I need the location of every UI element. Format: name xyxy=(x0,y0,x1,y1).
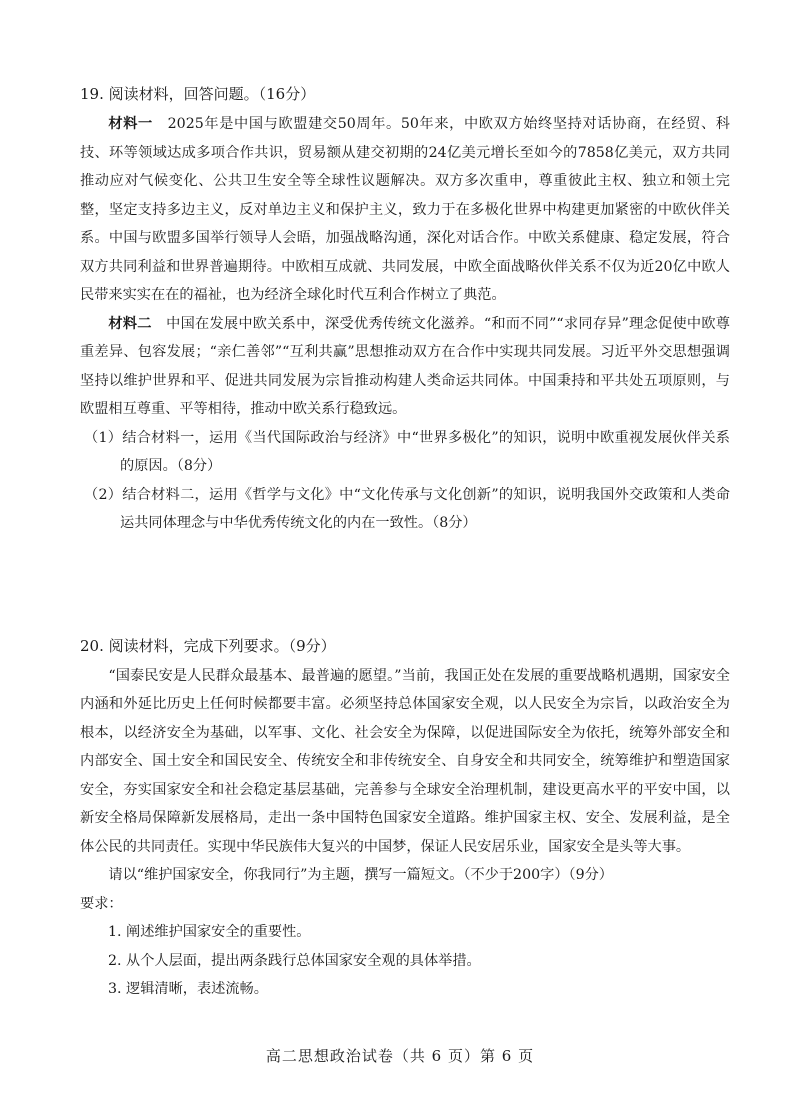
material-one-label: 材料一 xyxy=(108,116,153,132)
question-19-heading: 19. 阅读材料，回答问题。（16分） xyxy=(80,85,316,103)
sub-question-2: （2）结合材料二，运用《哲学与文化》中“文化传承与文化创新”的知识，说明我国外交政策和人类命运共同体理念与中华优秀传统文化的内在一致性。（8分） xyxy=(84,486,730,531)
material-two-text: 中国在发展中欧关系中，深受优秀传统文化滋养。“和而不同”“求同存异”理念促使中欧尊重差异、包容发展；“亲仁善邻”“互利共赢”思想推动双方在合作中实现共同发展。习近平外交思想强调坚持以维护世界和平、促进共同发展为宗旨推动构建人类命运共同体。中国秉持和平共处五项原则，与欧盟相互尊重、平等相待，推动中欧关系行稳致远。 xyxy=(80,315,730,417)
material-two-label: 材料二 xyxy=(108,315,152,332)
page-footer: 高二思想政治试卷（共 6 页）第 6 页 xyxy=(265,1047,535,1065)
material-one xyxy=(80,110,730,310)
question-20-task: 请以“维护国家安全，你我同行”为主题，撰写一篇短文。（不少于200字）（9分） xyxy=(108,867,613,883)
requirement-item: 3. 逻辑清晰，表述流畅。 xyxy=(108,981,268,997)
question-20-material: “国泰民安是人民群众最基本、最普遍的愿望。”当前，我国正处在发展的重要战略机遇期，国家安全内涵和外延比历史上任何时候都要丰富。必须坚持总体国家安全观，以人民安全为宗旨，以政治安全为根本，以经济安全为基础，以军事、文化、社会安全为保障，以促进国际安全为依托，统筹外部安全和内部安全、国土安全和国民安全、传统安全和非传统安全、自身安全和共同安全，统筹维护和塑造国家安全，夯实国家安全和社会稳定基层基础，完善参与全球安全治理机制，建设更高水平的平安中国，以新安全格局保障新发展格局，走出一条中国特色国家安全道路。维护国家主权、安全、发展利益，是全体公民的共同责任。实现中华民族伟大复兴的中国梦，保证人民安居乐业，国家安全是头等大事。 xyxy=(80,667,730,855)
exam-page xyxy=(80,82,730,1004)
material-one-text: 2025年是中国与欧盟建交50周年。50年来，中欧双方始终坚持对话协商，在经贸、科技、环等领域达成多项合作共识，贸易额从建交初期的24亿美元增长至如今的7858亿美元，双方共同推动应对气候变化、公共卫生安全等全球性议题解决。双方多次重申，尊重彼此主权、独立和领土完整，坚定支持多边主义，反对单边主义和保护主义，致力于在多极化世界中构建更加紧密的中欧伙伴关系。中国与欧盟多国举行领导人会晤，加强战略沟通，深化对话合作。中欧关系健康、稳定发展，符合双方共同利益和世界普遍期待。中欧相互成就、共同发展，中欧全面战略伙伴关系不仅为近20亿中欧人民带来实实在在的福祉，也为经济全球化时代互利合作树立了典范。 xyxy=(80,116,730,303)
question-20 xyxy=(80,634,730,1004)
question-19 xyxy=(80,82,730,538)
requirements-label: 要求： xyxy=(80,895,123,912)
requirement-item: 2. 从个人层面，提出两条践行总体国家安全观的具体举措。 xyxy=(108,952,481,969)
requirement-item: 1. 阐述维护国家安全的重要性。 xyxy=(108,924,311,940)
material-two xyxy=(80,310,730,424)
question-20-heading: 20. 阅读材料，完成下列要求。（9分） xyxy=(80,636,336,655)
sub-question-1: （1）结合材料一，运用《当代国际政治与经济》中“世界多极化”的知识，说明中欧重视发展伙伴关系的原因。（8分） xyxy=(84,429,730,474)
